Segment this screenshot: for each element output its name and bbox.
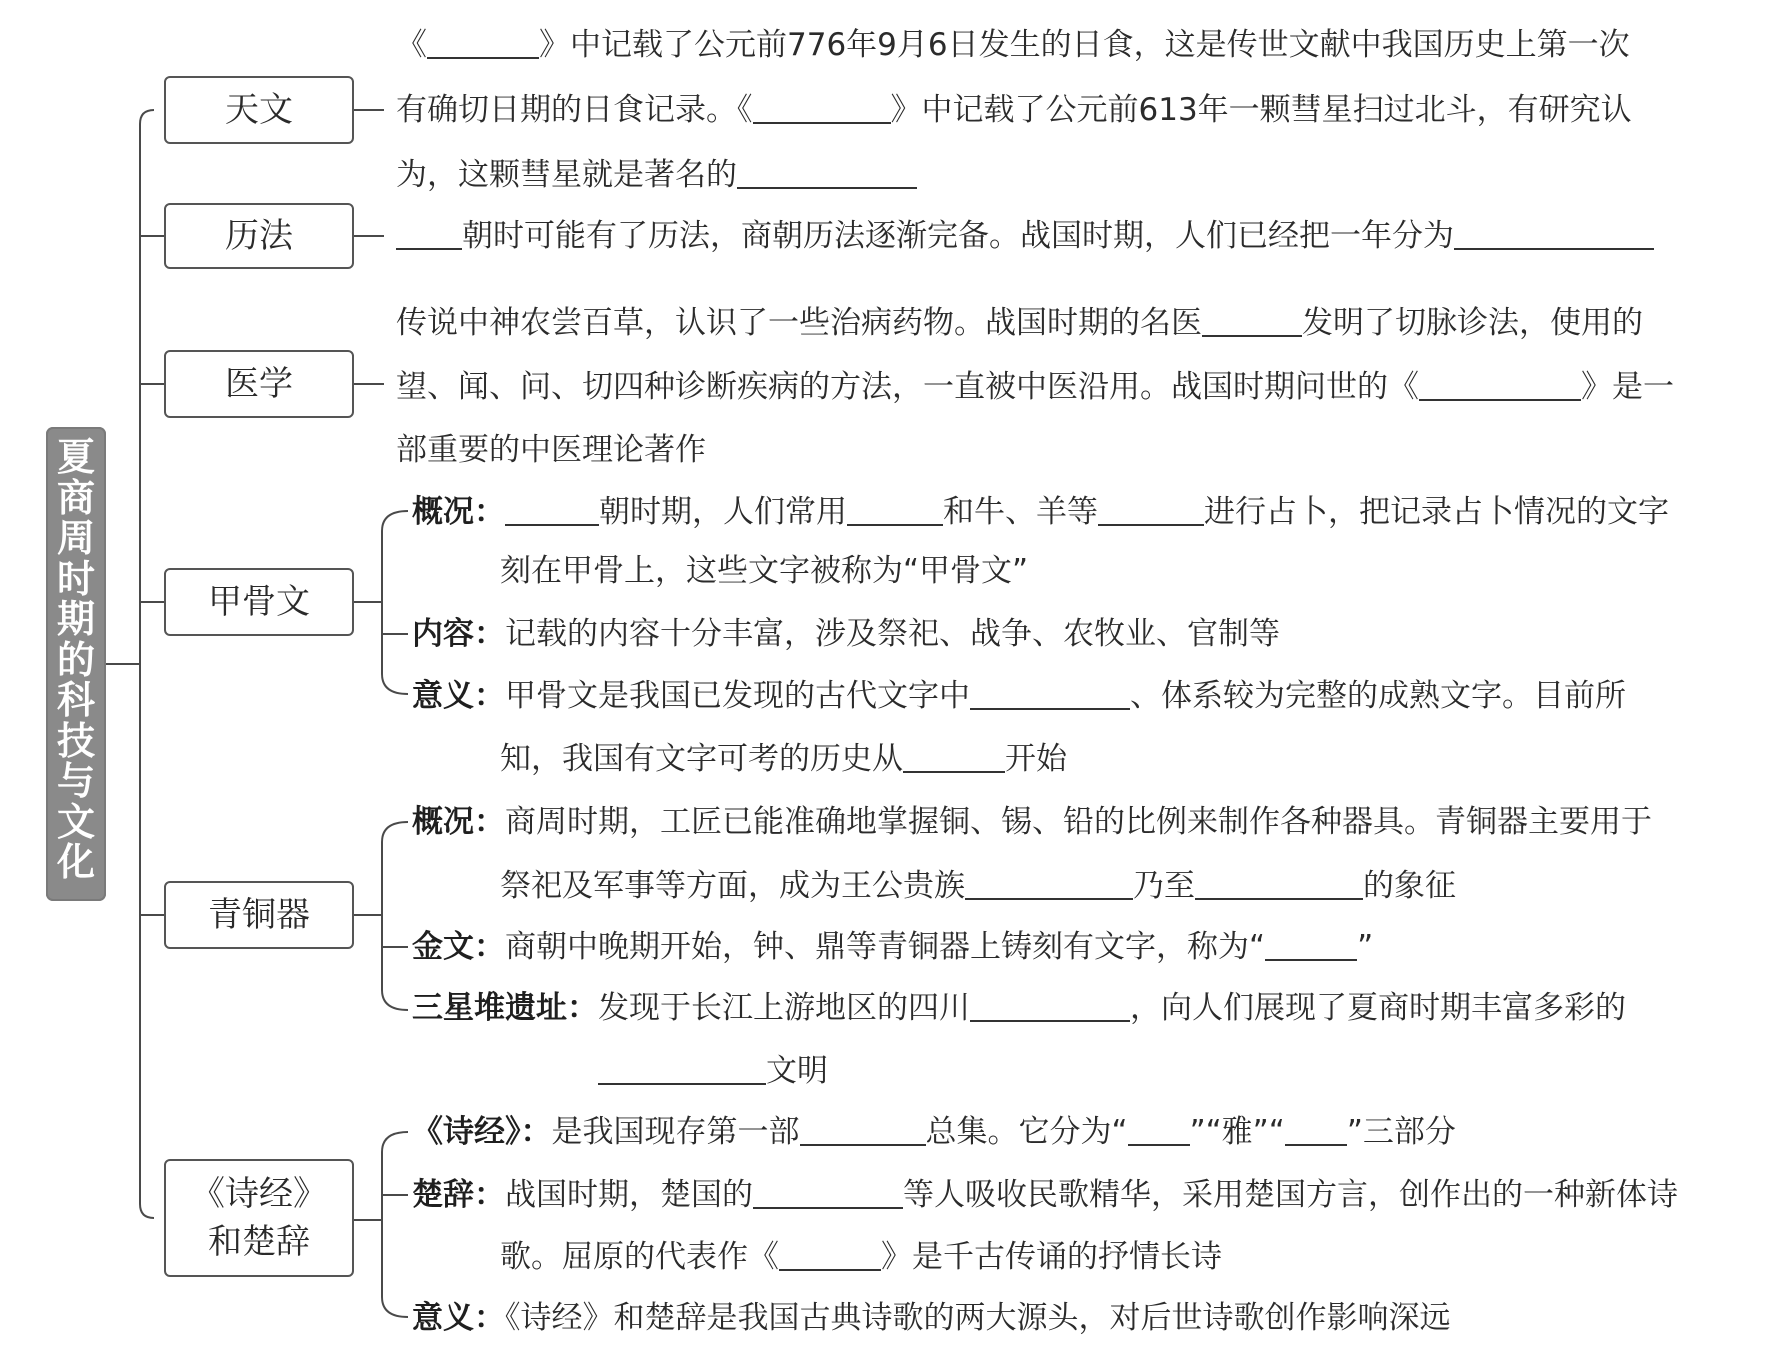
text-segment: 商周时期，工匠已能准确地掌握铜、锡、铅的比例来制作各种器具。青铜器主要用于 [505,804,1652,840]
blank [970,990,1130,1022]
qingtongqi-sanxingdui-line-1 [412,988,1626,1028]
blank [965,868,1133,900]
text-segment: 、体系较为完整的成熟文字。目前所 [1130,678,1626,714]
text-segment: ，向人们展现了夏商时期丰富多彩的 [1130,990,1626,1026]
topic-jiaguwen [164,568,354,636]
text-segment: ”“雅”“ [1189,1114,1285,1150]
shijing-shijing-line [412,1112,1456,1152]
blank [1098,494,1204,526]
topic-yixue [164,350,354,418]
blank [1265,929,1357,961]
topic-label: 医学 [225,364,293,404]
blank [505,494,599,526]
text-segment: 发明了切脉诊法，使用的 [1302,305,1643,341]
section-label: 概况： [412,494,505,530]
blank [1419,369,1581,401]
text-segment: 乃至 [1133,868,1195,904]
section-label: 内容： [412,616,505,652]
topic-label: 天文 [225,90,293,130]
topic-qingtongqi [164,881,354,949]
text-segment: 《诗经》和楚辞是我国古典诗歌的两大源头，对后世诗歌创作影响深远 [505,1300,1451,1336]
text-segment: 是我国现存第一部 [551,1114,800,1150]
text-segment: 为，这颗彗星就是著名的 [396,157,737,193]
text-segment: 总集。它分为“ [925,1114,1128,1150]
jiaguwen-bracket [382,511,408,694]
section-label: 楚辞： [412,1177,505,1213]
blank [1195,868,1363,900]
main-trunk [140,110,154,1218]
blank [779,1239,881,1271]
blank [800,1114,926,1146]
blank [598,1053,766,1085]
jiaguwen-neirong-line [412,614,1280,654]
qingtongqi-gaikuang-line-2 [500,866,1456,906]
blank [847,494,943,526]
qingtongqi-gaikuang-line-1 [412,802,1652,842]
blank [903,741,1005,773]
topic-label: 甲骨文 [208,582,310,622]
jiaguwen-yiyi-line-1 [412,676,1626,716]
text-segment: 朝时期，人们常用 [599,494,847,530]
yixue-line-3 [396,430,706,470]
topic-label: 青铜器 [208,895,310,935]
section-label: 三星堆遗址： [412,990,598,1026]
text-segment: 望、闻、问、切四种诊断疾病的方法，一直被中医沿用。战国时期问世的《 [396,369,1419,405]
text-segment: 》是千古传诵的抒情长诗 [881,1239,1222,1275]
blank [396,218,462,250]
blank [1285,1114,1347,1146]
text-segment: 知，我国有文字可考的历史从 [500,741,903,777]
text-segment: 甲骨文是我国已发现的古代文字中 [505,678,970,714]
text-segment: 祭祀及军事等方面，成为王公贵族 [500,868,965,904]
topic-tianwen [164,76,354,144]
topic-label: 历法 [225,216,293,256]
topic-label: 《诗经》 和楚辞 [191,1174,327,1262]
topic-shijing [164,1159,354,1277]
blank [737,157,917,189]
lifa-line-1 [396,216,1654,256]
qingtongqi-bracket [382,822,408,1010]
root-title: 夏商周时期的科技与文化 [56,435,95,884]
jiaguwen-gaikuang-line-2 [500,551,1028,591]
blank [1202,305,1302,337]
jiaguwen-yiyi-line-2 [500,739,1067,779]
blank [1454,218,1654,250]
text-segment: 战国时期，楚国的 [505,1177,753,1213]
blank [753,92,891,124]
shijing-chuci-line-2 [500,1237,1222,1277]
yixue-line-2 [396,367,1674,407]
blank [970,678,1130,710]
text-segment: 传说中神农尝百草，认识了一些治病药物。战国时期的名医 [396,305,1202,341]
text-segment: 歌。屈原的代表作《 [500,1239,779,1275]
text-segment: 进行占卜，把记录占卜情况的文字 [1204,494,1669,530]
section-label: 金文： [412,929,505,965]
qingtongqi-sanxingdui-line-2 [598,1051,828,1091]
text-segment: ” [1357,929,1374,965]
yixue-line-1 [396,303,1643,343]
tianwen-line-2 [396,90,1632,130]
section-label: 意义： [412,1300,505,1336]
text-segment: 发现于长江上游地区的四川 [598,990,970,1026]
text-segment: 朝时可能有了历法，商朝历法逐渐完备。战国时期，人们已经把一年分为 [462,218,1454,254]
root-node [46,427,106,901]
text-segment: 《 [396,27,427,63]
jiaguwen-gaikuang-line-1 [412,492,1669,532]
text-segment: 刻在甲骨上，这些文字被称为“甲骨文” [500,553,1029,589]
text-segment: ”三部分 [1346,1114,1456,1150]
qingtongqi-jinwen-line [412,927,1373,967]
text-segment: 等人吸收民歌精华，采用楚国方言，创作出的一种新体诗 [903,1177,1678,1213]
text-segment: 的象征 [1363,868,1456,904]
text-segment: 和牛、羊等 [943,494,1098,530]
topic-lifa [164,203,354,269]
text-segment: 文明 [766,1053,828,1089]
tianwen-line-3 [396,155,917,195]
text-segment: 商朝中晚期开始，钟、鼎等青铜器上铸刻有文字，称为“ [505,929,1266,965]
section-label: 概况： [412,804,505,840]
blank [427,27,539,59]
text-segment: 开始 [1005,741,1067,777]
text-segment: 》中记载了公元前613年一颗彗星扫过北斗，有研究认 [890,92,1632,128]
text-segment: 》是一 [1581,369,1674,405]
section-label: 意义： [412,678,505,714]
text-segment: 》中记载了公元前776年9月6日发生的日食，这是传世文献中我国历史上第一次 [539,27,1630,63]
shijing-yiyi-line [412,1298,1451,1338]
section-label: 《诗经》： [412,1114,552,1150]
text-segment: 有确切日期的日食记录。《 [396,92,753,128]
shijing-bracket [382,1132,408,1317]
text-segment: 部重要的中医理论著作 [396,432,706,468]
text-segment: 记载的内容十分丰富，涉及祭祀、战争、农牧业、官制等 [505,616,1280,652]
blank [1128,1114,1190,1146]
shijing-chuci-line-1 [412,1175,1678,1215]
blank [753,1177,903,1209]
tianwen-line-1 [396,25,1630,65]
